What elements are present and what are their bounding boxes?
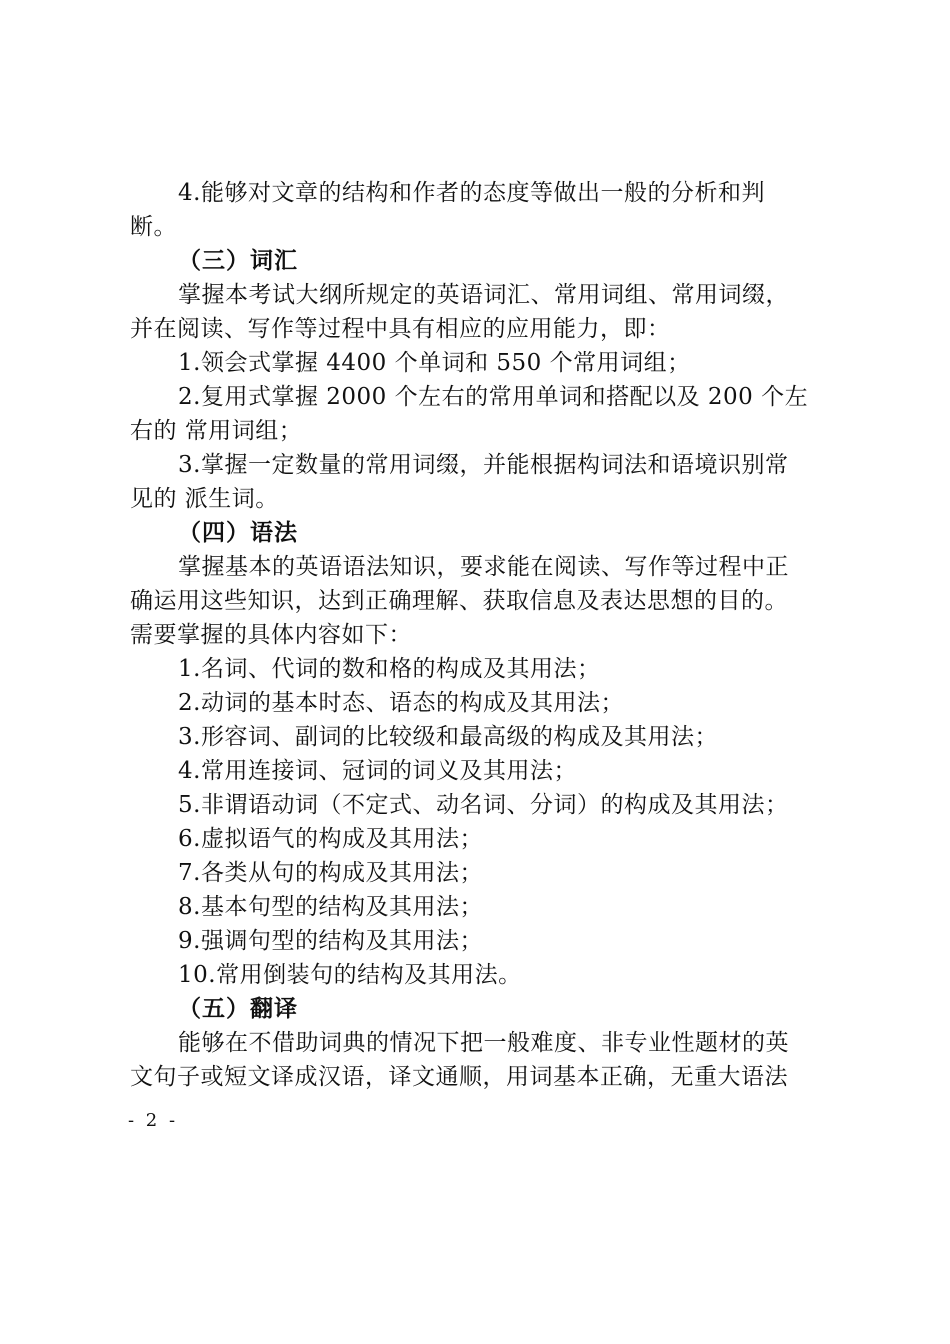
paragraph-line: 掌握基本的英语语法知识，要求能在阅读、写作等过程中正 [178,554,789,580]
section-heading-grammar: （四）语法 [178,520,298,546]
list-item: 3.形容词、副词的比较级和最高级的构成及其用法； [178,724,718,750]
section-heading-vocabulary: （三）词汇 [178,248,298,274]
paragraph-line: 文句子或短文译成汉语，译文通顺，用词基本正确，无重大语法 [130,1064,788,1090]
paragraph-line: 并在阅读、写作等过程中具有相应的应用能力，即： [130,316,671,342]
paragraph-line: 掌握本考试大纲所规定的英语词汇、常用词组、常用词缀， [178,282,789,308]
list-item: 2.复用式掌握 2000 个左右的常用单词和搭配以及 200 个左 [178,384,809,410]
paragraph-line: 需要掌握的具体内容如下： [130,622,412,648]
paragraph-line: 能够在不借助词典的情况下把一般难度、非专业性题材的英 [178,1030,789,1056]
list-item: 7.各类从句的构成及其用法； [178,860,483,886]
paragraph-line: 确运用这些知识，达到正确理解、获取信息及表达思想的目的。 [130,588,788,614]
list-item: 1.领会式掌握 4400 个单词和 550 个常用词组； [178,350,691,376]
list-item: 1.名词、代词的数和格的构成及其用法； [178,656,601,682]
list-item: 2.动词的基本时态、语态的构成及其用法； [178,690,624,716]
paragraph-line: 见的 派生词。 [130,486,279,512]
list-item: 4.常用连接词、冠词的词义及其用法； [178,758,577,784]
list-item: 5.非谓语动词（不定式、动名词、分词）的构成及其用法； [178,792,789,818]
list-item: 6.虚拟语气的构成及其用法； [178,826,483,852]
page-number: - 2 - [128,1110,179,1131]
list-item: 8.基本句型的结构及其用法； [178,894,483,920]
paragraph-line: 右的 常用词组； [130,418,303,444]
list-item: 10.常用倒装句的结构及其用法。 [178,962,522,988]
paragraph-line: 4.能够对文章的结构和作者的态度等做出一般的分析和判 [178,180,765,206]
list-item: 3.掌握一定数量的常用词缀，并能根据构词法和语境识别常 [178,452,789,478]
list-item: 9.强调句型的结构及其用法； [178,928,483,954]
paragraph-line: 断。 [130,214,177,240]
section-heading-translation: （五）翻译 [178,996,298,1022]
